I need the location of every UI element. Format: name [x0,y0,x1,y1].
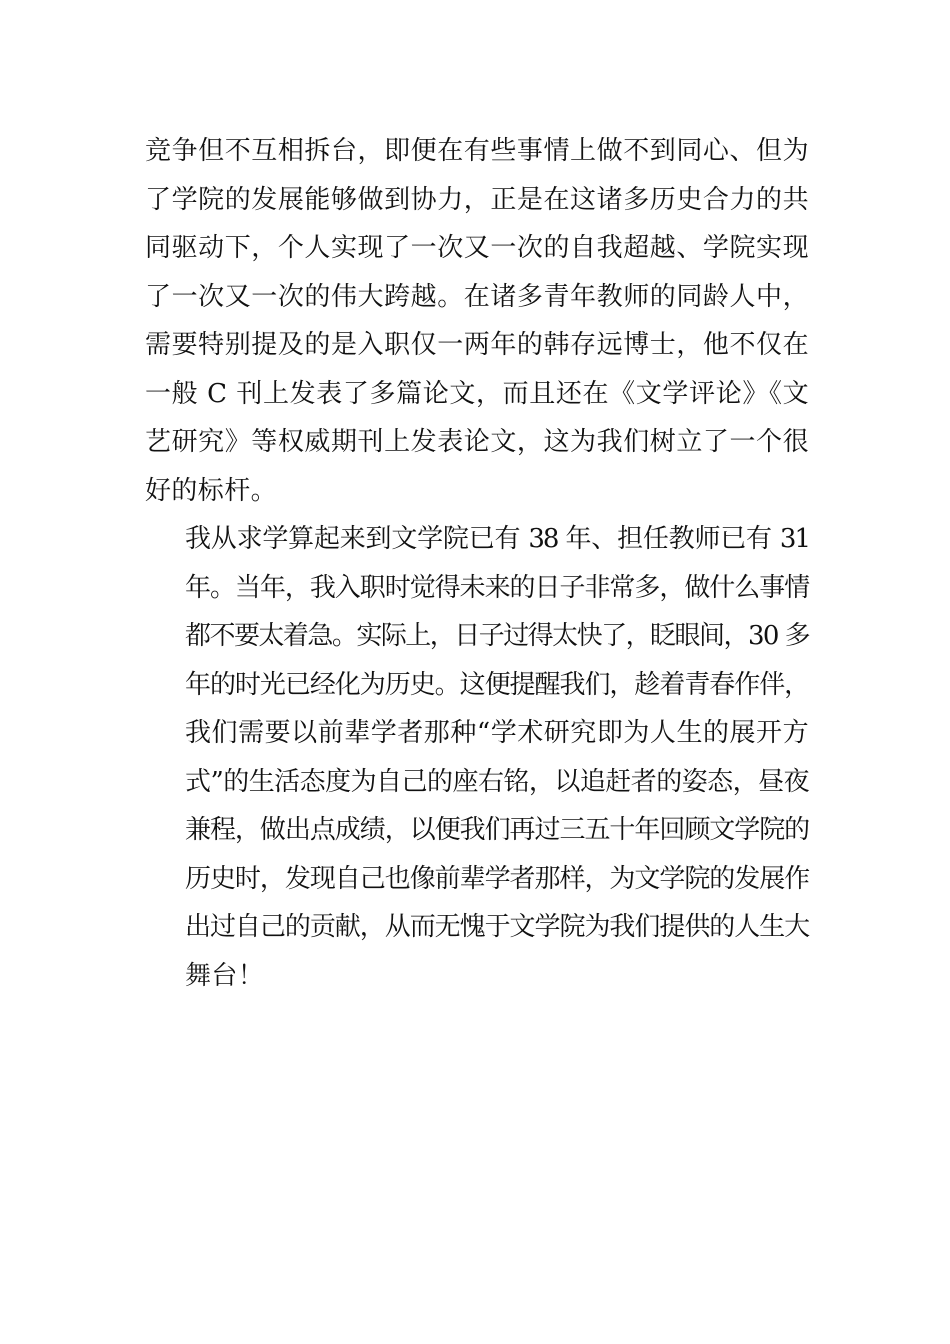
document-body [145,127,809,1000]
text-line: 竞争但不互相拆台，即便在有些事情上做不到同心、但为 [145,136,809,166]
paragraph-2 [145,515,809,1000]
text-line: 我们需要以前辈学者那种“学术研究即为人生的展开方 [185,718,809,748]
paragraph-1 [145,127,809,515]
text-line: 需要特别提及的是入职仅一两年的韩存远博士，他不仅在 [145,330,809,360]
text-line: 年。当年，我入职时觉得未来的日子非常多，做什么事情 [185,572,809,603]
text-line: 历史时，发现自己也像前辈学者那样，为文学院的发展作 [185,863,809,894]
text-line: 好的标杆。 [145,475,278,506]
text-line: 出过自己的贡献，从而无愧于文学院为我们提供的人生大 [185,912,809,942]
text-line: 都不要太着急。实际上，日子过得太快了，眨眼间，30 多 [185,621,809,651]
text-line: 同驱动下，个人实现了一次又一次的自我超越、学院实现 [145,233,809,263]
text-line: 了学院的发展能够做到协力，正是在这诸多历史合力的共 [145,184,809,215]
text-line: 艺研究》等权威期刊上发表论文，这为我们树立了一个很 [145,427,809,457]
text-line: 年的时光已经化为历史。这便提醒我们，趁着青春作伴， [185,669,809,700]
text-line: 了一次又一次的伟大跨越。在诸多青年教师的同龄人中， [145,281,809,312]
text-line: 我从求学算起来到文学院已有 38 年、担任教师已有 31 [185,524,809,554]
text-line: 舞台！ [185,960,265,991]
text-line: 式”的生活态度为自己的座右铭，以追赶者的姿态，昼夜 [185,766,809,797]
text-line: 兼程，做出点成绩，以便我们再过三五十年回顾文学院的 [185,815,809,845]
text-line: 一般 C 刊上发表了多篇论文，而且还在《文学评论》《文 [145,378,809,409]
